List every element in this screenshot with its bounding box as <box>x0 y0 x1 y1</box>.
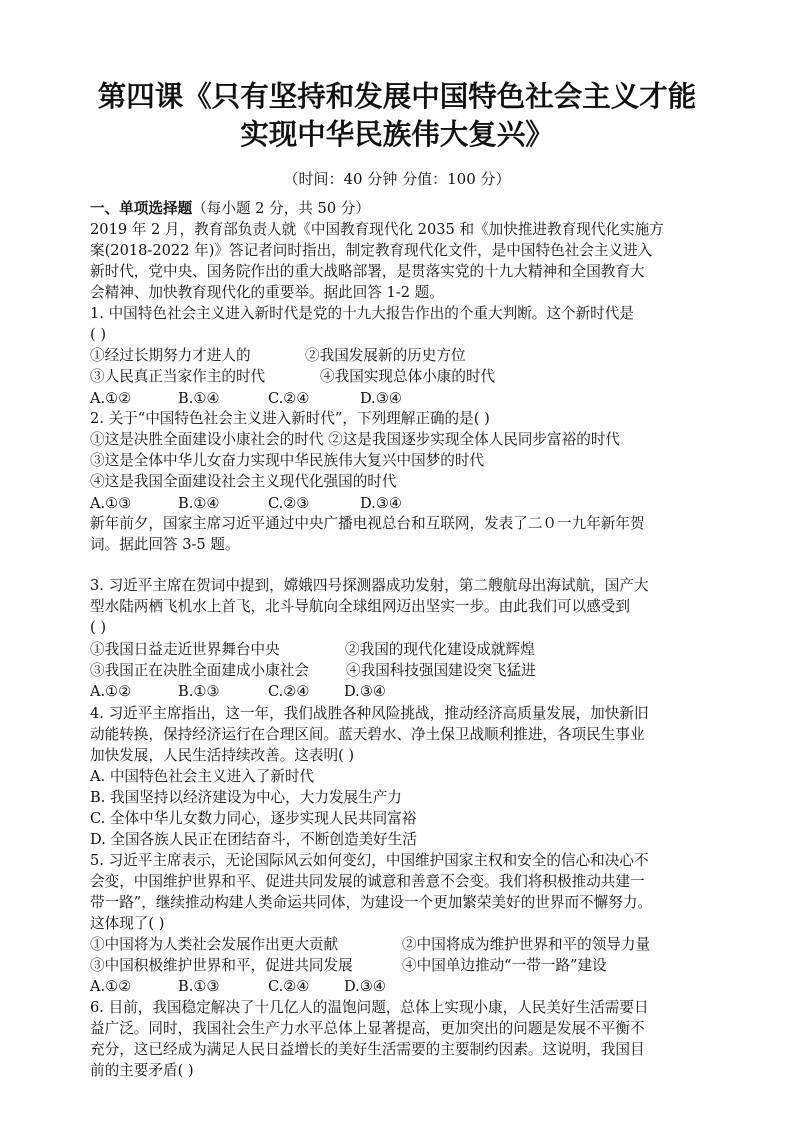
q2-item-line-2: ③这是全体中华儿女奋力实现中华民族伟大复兴中国梦的时代 <box>90 452 485 469</box>
q6-stem-line-2: 益广泛。同时，我国社会生产力水平总体上显著提高，更加突出的问题是发展不平衡不 <box>90 1020 645 1037</box>
q2-choice-b: B.①④ <box>178 495 220 512</box>
q2-stem: 2. 关于“中国特色社会主义进入新时代”，下列理解正确的是( ) <box>90 410 490 427</box>
q1-item-3: ③人民真正当家作主的时代 <box>90 368 266 385</box>
material1-line-4: 会精神、加快教育现代化的重要举。据此回答 1-2 题。 <box>90 284 444 301</box>
section-note: （每小题 2 分，共 50 分） <box>192 200 370 217</box>
q3-stem-line-1: 3. 习近平主席在贺词中提到，嫦娥四号探测器成功发射，第二艘航母出海试航，国产大 <box>90 577 649 594</box>
q5-stem-line-2: 会变，中国维护世界和平、促进共同发展的诚意和善意不会变。我们将积极推动共建一 <box>90 873 645 890</box>
q5-stem-line-3: 带一路”，继续推动构建人类命运共同体，为建设一个更加繁荣美好的世界而不懈努力。 <box>90 894 653 911</box>
exam-meta: （时间：40 分钟 分值：100 分） <box>283 170 511 188</box>
section-heading-row <box>90 199 370 219</box>
section-heading: 一、单项选择题 <box>90 200 193 217</box>
q3-choice-b: B.①③ <box>178 683 220 700</box>
q1-item-1: ①经过长期努力才进人的 <box>90 347 251 364</box>
q1-stem-line-2: ( ) <box>90 326 107 343</box>
q4-stem-line-3: 加快发展，人民生活持续改善。这表明( ) <box>90 747 355 764</box>
q5-item-2: ②中国将成为维护世界和平的领导力量 <box>402 936 651 953</box>
q6-stem-line-4: 前的主要矛盾( ) <box>90 1062 194 1079</box>
q2-item-line-3: ④这是我国全面建设社会主义现代化强国的时代 <box>90 473 397 490</box>
q5-item-3: ③中国积极维护世界和平，促进共同发展 <box>90 957 353 974</box>
q3-item-1: ①我国日益走近世界舞台中央 <box>90 641 280 658</box>
q2-choice-d: D.③④ <box>360 495 402 512</box>
q3-choice-a: A.①② <box>90 683 132 700</box>
q4-option-b: B. 我国坚持以经济建设为中心，大力发展生产力 <box>90 789 402 806</box>
q2-item-line-1: ①这是决胜全面建设小康社会的时代 ②这是我国逐步实现全体人民同步富裕的时代 <box>90 431 621 448</box>
material2-line-1: 新年前夕，国家主席习近平通过中央广播电视总台和互联网，发表了二０一九年新年贺 <box>90 515 645 532</box>
q3-choice-c: C.②④ <box>268 683 310 700</box>
page-title-line-2: 实现中华民族伟大复兴》 <box>240 118 554 151</box>
material1-line-2: 案(2018-2022 年)》答记者问时指出，制定教育现代化文件，是中国特色社会主义进入 <box>90 242 653 259</box>
q3-item-2: ②我国的现代化建设成就辉煌 <box>345 641 535 658</box>
material2-line-2: 词。据此回答 3-5 题。 <box>90 536 240 553</box>
q5-stem-line-4: 这体现了( ) <box>90 915 165 932</box>
q5-choice-c: C.②④ <box>268 978 310 995</box>
q5-item-1: ①中国将为人类社会发展作出更大贡献 <box>90 936 339 953</box>
q3-choice-d: D.③④ <box>344 683 386 700</box>
q5-choice-d: D.③④ <box>344 978 386 995</box>
q1-stem-line-1: 1. 中国特色社会主义进入新时代是党的十九大报告作出的个重大判断。这个新时代是 <box>90 305 634 322</box>
q6-stem-line-1: 6. 目前，我国稳定解决了十几亿人的温饱问题，总体上实现小康，人民美好生活需要日 <box>90 999 649 1016</box>
q2-choice-c: C.②③ <box>268 495 310 512</box>
q4-option-a: A. 中国特色社会主义进入了新时代 <box>90 768 315 785</box>
q1-choice-b: B.①④ <box>178 390 220 407</box>
q5-stem-line-1: 5. 习近平主席表示，无论国际风云如何变幻，中国维护国家主权和安全的信心和决心不 <box>90 852 649 869</box>
page-title-line-1: 第四课《只有坚持和发展中国特色社会主义才能 <box>97 80 697 113</box>
q1-choice-d: D.③④ <box>360 390 402 407</box>
q3-stem-line-2: 型水陆两栖飞机水上首飞，北斗导航向全球组网迈出坚实一步。由此我们可以感受到 <box>90 598 630 615</box>
material1-line-3: 新时代，党中央、国务院作出的重大战略部署，是贯落实党的十九大精神和全国教育大 <box>90 263 645 280</box>
q4-option-c: C. 全体中华儿女数力同心，逐步实现人民共同富裕 <box>90 810 417 827</box>
q3-item-3: ③我国正在决胜全面建成小康社会 <box>90 662 309 679</box>
q5-choice-b: B.①③ <box>178 978 220 995</box>
q1-item-4: ④我国实现总体小康的时代 <box>320 368 496 385</box>
q3-stem-line-3: ( ) <box>90 619 107 636</box>
q4-stem-line-2: 动能转换，保持经济运行在合理区间。蓝天碧水、净土保卫战顺利推进，各项民生事业 <box>90 726 645 743</box>
q3-item-4: ④我国科技强国建设突飞猛进 <box>346 662 536 679</box>
material1-line-1: 2019 年 2 月，教育部负责人就《中国教育现代化 2035 和《加快推进教育现代化实施方 <box>90 221 664 238</box>
q1-choice-c: C.②④ <box>268 390 310 407</box>
q4-option-d: D. 全国各族人民正在团结奋斗，不断创造美好生活 <box>90 831 417 848</box>
q2-choice-a: A.①③ <box>90 495 132 512</box>
q5-item-4: ④中国单边推动“一带一路”建设 <box>402 957 607 974</box>
q4-stem-line-1: 4. 习近平主席指出，这一年，我们战胜各种风险挑战，推动经济高质量发展，加快新旧 <box>90 705 649 722</box>
q1-choice-a: A.①② <box>90 390 132 407</box>
q6-stem-line-3: 充分，这已经成为满足人民日益增长的美好生活需要的主要制约因素。这说明，我国目 <box>90 1041 645 1058</box>
q5-choice-a: A.①② <box>90 978 132 995</box>
q1-item-2: ②我国发展新的历史方位 <box>305 347 466 364</box>
